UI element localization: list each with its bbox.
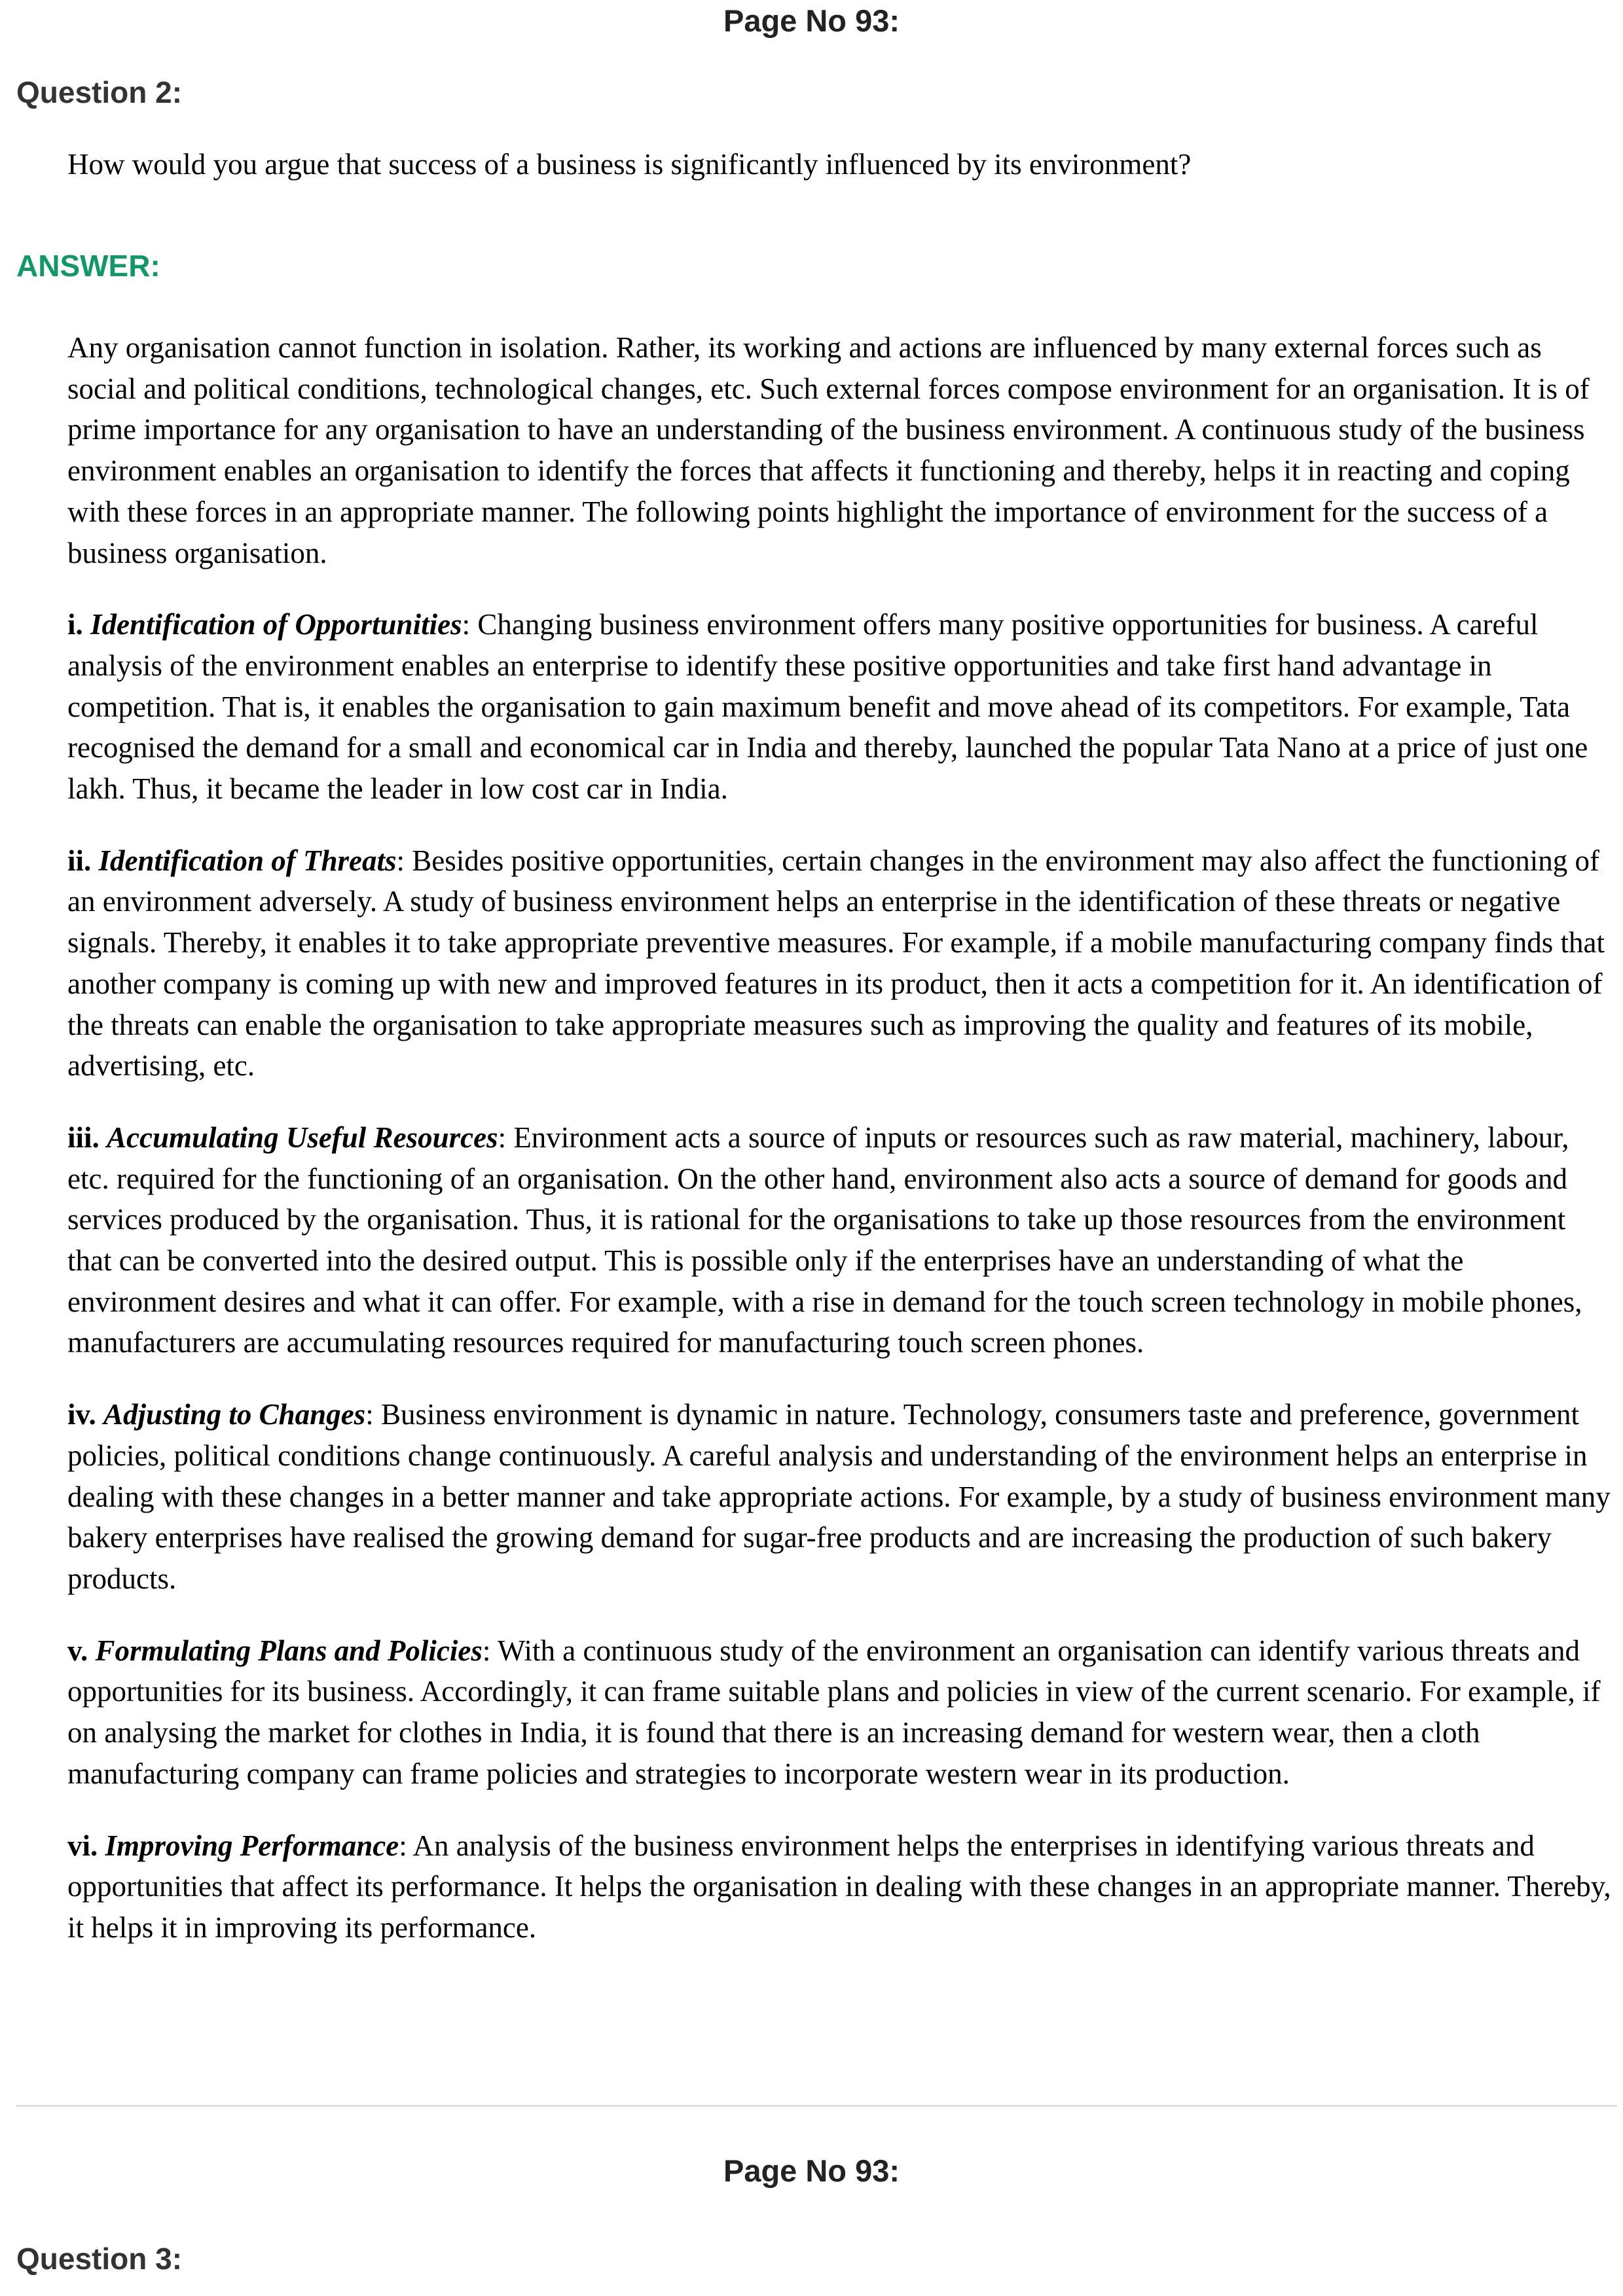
point-text: : Business environment is dynamic in nature. Technology, consumers taste and preference, government policies, political conditions change continuously. A careful analysis and understanding of the environment helps an enterprise in dealing with these changes in a better manner and take appropriate actions. For example, by a study of business environment many bakery enterprises have realised the growing demand for sugar-free products and are increasing the production of such bakery products. [67, 1398, 1611, 1595]
point-title: Accumulating Useful Resources [107, 1121, 498, 1154]
point-text: : An analysis of the business environment helps the enterprises in identifying various threats and opportunities that affect its performance. It helps the organisation in dealing with these changes in an appropriate manner. Thereby, it helps it in improving its performance. [67, 1829, 1611, 1944]
section-divider [16, 2105, 1617, 2107]
point-number: iv. [67, 1398, 96, 1431]
answer-point [67, 1394, 1613, 1600]
point-title: Identification of Threats [98, 844, 397, 877]
answer-point [67, 604, 1613, 810]
question-heading-next: Question 3: [16, 2242, 183, 2276]
point-title: Adjusting to Changes [103, 1398, 366, 1431]
question-heading: Question 2: [16, 75, 183, 109]
point-number: ii. [67, 844, 92, 877]
point-text: : Changing business environment offers many positive opportunities for business. A careful analysis of the environment enables an enterprise to identify these positive opportunities and take first hand advantage in competition. That is, it enables the organisation to gain maximum benefit and move ahead of its competitors. For example, Tata recognised the demand for a small and economical car in India and thereby, launched the popular Tata Nano at a price of just one lakh. Thus, it became the leader in low cost car in India. [67, 608, 1588, 806]
answer-point [67, 1117, 1613, 1363]
point-title: Identification of Opportunities [90, 608, 462, 641]
point-text: : Environment acts a source of inputs or resources such as raw material, machinery, labour, etc. required for the functioning of an organisation. On the other hand, environment also acts a source of demand for goods and services produced by the organisation. Thus, it is rational for the organisations to take up those resources from the environment that can be converted into the desired output. This is possible only if the enterprises have an understanding of what the environment desires and what it can offer. For example, with a rise in demand for the touch screen technology in mobile phones, manufacturers are accumulating resources required for manufacturing touch screen phones. [67, 1121, 1582, 1359]
point-number: v. [67, 1634, 88, 1667]
answer-point [67, 1630, 1613, 1795]
point-number: iii. [67, 1121, 100, 1154]
answer-point [67, 840, 1613, 1086]
page-header: Page No 93: [723, 3, 900, 38]
question-text: How would you argue that success of a business is significantly influenced by its environment? [67, 148, 1192, 181]
point-number: i. [67, 608, 83, 641]
point-text: : Besides positive opportunities, certain changes in the environment may also affect the functioning of an environment adversely. A study of business environment helps an enterprise in the identification of these threats or negative signals. Thereby, it enables it to take appropriate preventive measures. For example, if a mobile manufacturing company finds that another company is coming up with new and improved features in its product, then it acts a competition for it. An identification of the threats can enable the organisation to take appropriate measures such as improving the quality and features of its mobile, advertising, etc. [67, 844, 1605, 1083]
answer-heading: ANSWER: [16, 249, 160, 283]
point-number: vi. [67, 1829, 98, 1862]
answer-intro: Any organisation cannot function in isolation. Rather, its working and actions are influenced by many external forces such as social and political conditions, technological changes, etc. Such external forces compose environment for an organisation. It is of prime importance for any organisation to have an understanding of the business environment. A continuous study of the business environment enables an organisation to identify the forces that affects it functioning and thereby, helps it in reacting and coping with these forces in an appropriate manner. The following points highlight the importance of environment for the success of a business organisation. [67, 331, 1590, 569]
page-header-next: Page No 93: [723, 2153, 900, 2188]
point-title: Formulating Plans and Policies [95, 1634, 483, 1667]
point-text: : With a continuous study of the environment an organisation can identify various threats and opportunities for its business. Accordingly, it can frame suitable plans and policies in view of the current scenario. For example, if on analysing the market for clothes in India, it is found that there is an increasing demand for western wear, then a cloth manufacturing company can frame policies and strategies to incorporate western wear in its production. [67, 1634, 1601, 1790]
answer-point [67, 1825, 1613, 1948]
point-title: Improving Performance [105, 1829, 399, 1862]
answer-body [67, 327, 1613, 1979]
